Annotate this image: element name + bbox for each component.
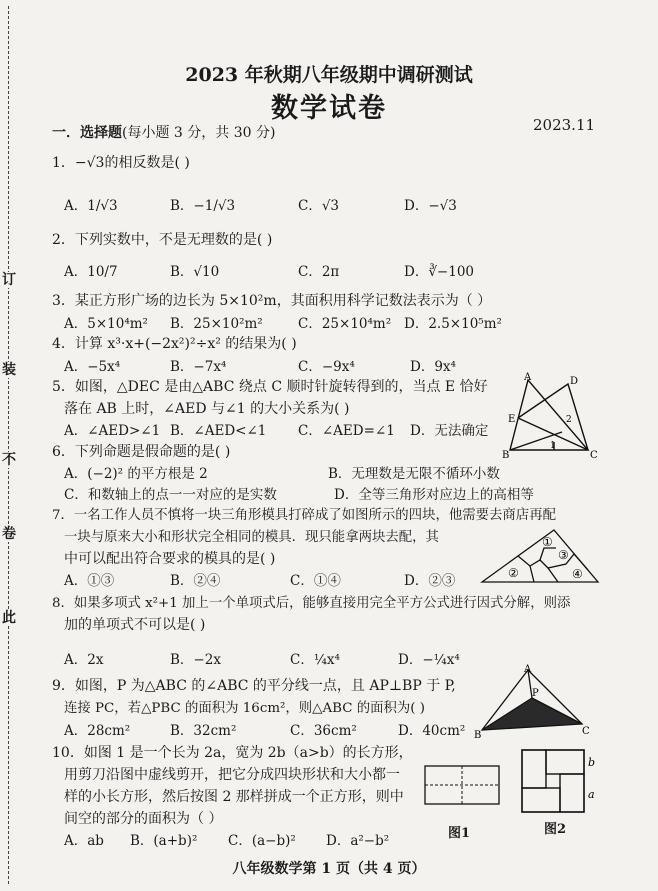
q7-label-4: ④ bbox=[572, 567, 583, 581]
q9-option-c: C．36cm² bbox=[290, 723, 357, 739]
q2-option-d: D．∛−100 bbox=[404, 264, 475, 280]
q5-label-angle2: 2 bbox=[566, 415, 572, 425]
q5-option-d: D．无法确定 bbox=[410, 423, 489, 439]
q10-figure-1 bbox=[424, 765, 500, 805]
q5-option-b: B．∠AED<∠1 bbox=[170, 423, 267, 439]
q5-stem-line1: 5．如图，△DEC 是由△ABC 绕点 C 顺时针旋转得到的，当点 E 恰好 bbox=[52, 379, 488, 395]
q5-option-a: A．∠AED>∠1 bbox=[64, 423, 161, 439]
q5-label-b: B bbox=[502, 450, 510, 461]
q3-option-d: D．2.5×10⁵m² bbox=[404, 316, 502, 332]
q10-option-c: C．(a−b)² bbox=[228, 833, 296, 849]
section-note: (每小题 3 分，共 30 分) bbox=[122, 125, 276, 141]
q10-label-b: b bbox=[588, 756, 596, 769]
q3-option-b: B．25×10²m² bbox=[170, 316, 263, 332]
exam-title: 2023 年秋期八年级期中调研测试 bbox=[185, 64, 473, 86]
q6-option-c: C．和数轴上的点一一对应的是实数 bbox=[64, 487, 277, 503]
q9-label-a: A bbox=[524, 664, 532, 675]
q7-stem-line3: 中可以配出符合要求的模具的是( ) bbox=[64, 551, 276, 567]
q4-option-a: A．−5x⁴ bbox=[64, 359, 121, 375]
exam-date: 2023.11 bbox=[533, 116, 596, 134]
q10-option-d: D．a²−b² bbox=[326, 833, 390, 849]
q6-option-d: D．全等三角形对应边上的高相等 bbox=[334, 487, 534, 503]
q2-option-c: C．2π bbox=[298, 264, 340, 280]
q2-option-b: B．√10 bbox=[170, 264, 220, 280]
q10-stem-line2: 用剪刀沿图中虚线剪开，把它分成四块形状和大小都一 bbox=[64, 767, 400, 783]
binding-char-ding: 订 bbox=[2, 272, 16, 288]
q5-label-d: D bbox=[570, 376, 579, 387]
q9-label-b: B bbox=[474, 730, 482, 740]
q1-option-d: D．−√3 bbox=[404, 198, 457, 214]
q5-option-c: C．∠AED=∠1 bbox=[298, 423, 395, 439]
q8-option-b: B．−2x bbox=[170, 652, 221, 668]
q5-label-a: A bbox=[524, 372, 532, 383]
q10-option-a: A．ab bbox=[64, 833, 104, 849]
q7-figure bbox=[478, 526, 602, 586]
q3-stem: 3．某正方形广场的边长为 5×10²m，其面积用科学记数法表示为（ ） bbox=[52, 293, 492, 309]
q10-figure-2-caption: 图2 bbox=[544, 822, 567, 837]
q3-option-c: C．25×10⁴m² bbox=[298, 316, 392, 332]
q4-option-d: D．9x⁴ bbox=[410, 359, 456, 375]
q7-stem-line1: 7．一名工作人员不慎将一块三角形模具打碎成了如图所示的四块，他需要去商店再配 bbox=[52, 508, 556, 523]
q10-option-b: B．(a+b)² bbox=[130, 833, 198, 849]
q7-label-2: ② bbox=[508, 566, 519, 580]
q5-label-e: E bbox=[508, 414, 516, 425]
q8-option-a: A．2x bbox=[64, 652, 104, 668]
q10-stem-line4: 间空的部分的面积为（ ） bbox=[64, 811, 223, 827]
q9-stem-line2: 连接 PC，若△PBC 的面积为 16cm²，则△ABC 的面积为( ) bbox=[64, 701, 426, 716]
q4-option-b: B．−7x⁴ bbox=[170, 359, 227, 375]
q6-option-a: A．(−2)² 的平方根是 2 bbox=[64, 466, 208, 482]
q7-option-c: C．①④ bbox=[290, 573, 341, 589]
binding-char-juan: 卷 bbox=[2, 526, 16, 542]
q1-option-a: A．1/√3 bbox=[64, 198, 118, 214]
q5-label-angle1: 1 bbox=[550, 441, 556, 451]
q5-stem-line2: 落在 AB 上时，∠AED 与∠1 的大小关系为( ) bbox=[64, 401, 350, 417]
q6-stem: 6．下列命题是假命题的是( ) bbox=[52, 444, 231, 460]
q9-option-a: A．28cm² bbox=[64, 723, 131, 739]
q4-option-c: C．−9x⁴ bbox=[298, 359, 355, 375]
binding-char-zhuang: 装 bbox=[2, 362, 16, 378]
q6-option-b: B．无理数是无限不循环小数 bbox=[328, 466, 500, 482]
q2-stem: 2．下列实数中，不是无理数的是( ) bbox=[52, 232, 273, 248]
q8-stem-line1: 8．如果多项式 x²+1 加上一个单项式后，能够直接用完全平方公式进行因式分解，则添 bbox=[52, 596, 571, 611]
binding-char-bu: 不 bbox=[2, 452, 16, 468]
q9-option-b: B．32cm² bbox=[170, 723, 237, 739]
q10-label-a: a bbox=[588, 788, 595, 801]
q9-figure bbox=[472, 664, 592, 740]
q1-option-c: C．√3 bbox=[298, 198, 340, 214]
q8-stem-line2: 加的单项式不可以是( ) bbox=[64, 617, 206, 633]
q10-figure-1-caption: 图1 bbox=[448, 826, 471, 841]
q7-stem-line2: 一块与原来大小和形状完全相同的模具．现只能拿两块去配，其 bbox=[64, 530, 439, 545]
q9-stem-line1: 9．如图，P 为△ABC 的∠ABC 的平分线一点，且 AP⊥BP 于 P, bbox=[52, 678, 456, 694]
exam-subject-title: 数学试卷 bbox=[271, 93, 387, 124]
q10-figure-2 bbox=[520, 748, 600, 814]
q10-stem-line1: 10．如图 1 是一个长为 2a，宽为 2b（a>b）的长方形， bbox=[52, 745, 413, 761]
q8-option-c: C．¼x⁴ bbox=[290, 652, 340, 668]
binding-char-ci: 此 bbox=[2, 610, 16, 626]
q8-option-d: D．−¼x⁴ bbox=[398, 652, 460, 668]
page-footer: 八年级数学第 1 页（共 4 页） bbox=[232, 861, 426, 877]
q9-label-c: C bbox=[582, 726, 590, 737]
q7-label-3: ③ bbox=[558, 548, 569, 562]
q2-option-a: A．10/7 bbox=[64, 264, 118, 280]
q9-label-p: P bbox=[532, 688, 539, 699]
binding-dashed-line bbox=[8, 6, 9, 884]
q7-option-a: A．①③ bbox=[64, 573, 115, 589]
q1-option-b: B．−1/√3 bbox=[170, 198, 236, 214]
section-heading bbox=[52, 122, 275, 142]
q5-figure bbox=[502, 372, 602, 462]
q9-option-d: D．40cm² bbox=[398, 723, 466, 739]
q3-option-a: A．5×10⁴m² bbox=[64, 316, 148, 332]
q4-stem: 4．计算 x³·x+(−2x²)²÷x² 的结果为( ) bbox=[52, 336, 297, 352]
q1-stem: 1．−√3的相反数是( ) bbox=[52, 155, 190, 171]
section-name: 一．选择题 bbox=[52, 125, 122, 141]
q10-stem-line3: 样的小长方形，然后按图 2 那样拼成一个正方形，则中 bbox=[64, 789, 404, 805]
q7-label-1: ① bbox=[542, 535, 553, 549]
q5-label-c: C bbox=[590, 450, 598, 461]
q7-option-d: D．②③ bbox=[404, 573, 456, 589]
q7-option-b: B．②④ bbox=[170, 573, 221, 589]
